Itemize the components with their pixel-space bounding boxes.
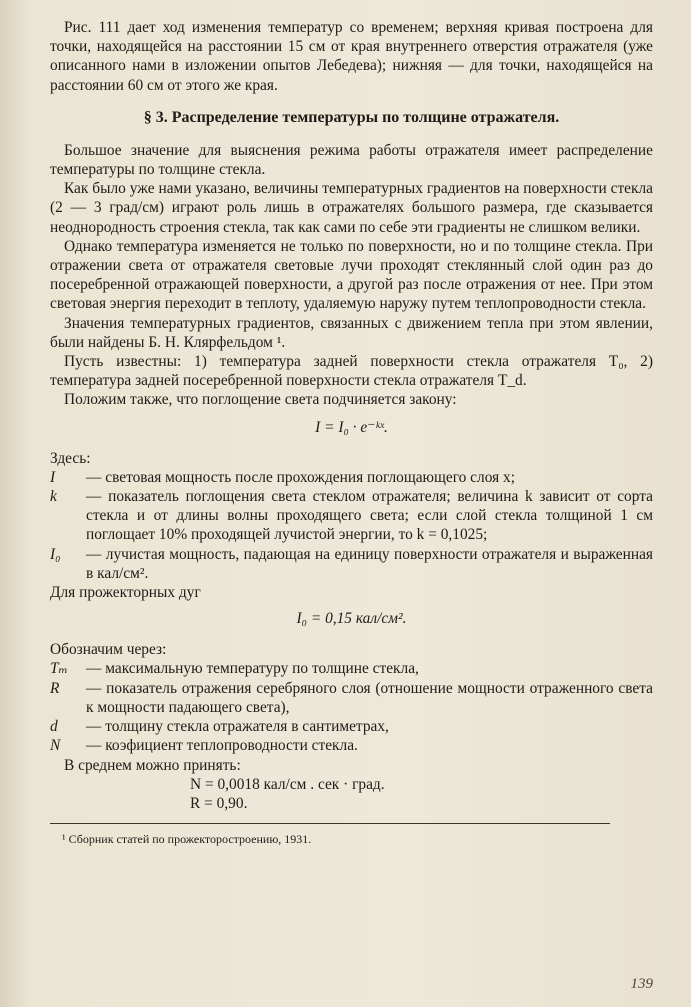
definition-text: — световая мощность после прохождения поглощающего слоя x; bbox=[86, 468, 515, 486]
denote-label: Обозначим через: bbox=[50, 641, 167, 659]
definition-text: — толщину стекла отражателя в сантиметрах, bbox=[86, 718, 389, 736]
here-label: Здесь: bbox=[50, 449, 91, 467]
definition-list-1 bbox=[50, 468, 653, 583]
definition-item bbox=[50, 468, 653, 487]
definition-symbol: k bbox=[50, 488, 57, 506]
constant-values bbox=[50, 775, 653, 813]
footnote-divider bbox=[50, 823, 610, 824]
body-paragraph: Однако температура изменяется не только по поверхности, но и по толщине стекла. При отражении света от отражателя световые лучи проходят стеклянный слой один раз до посеребренной отражающей поверхности, а другой раз после отражения от нее. При этом световая энергия переходит в теплоту, удаляемую наружу путем теплопроводности стекла. bbox=[50, 237, 653, 313]
definition-item bbox=[50, 717, 653, 736]
projector-formula: I₀ = 0,15 кал/см². bbox=[296, 610, 407, 628]
definition-symbol: R bbox=[50, 679, 60, 697]
definition-text: — максимальную температуру по толщине стекла, bbox=[86, 660, 419, 678]
body-paragraph: Пусть известны: 1) температура задней поверхности стекла отражателя T₀, 2) температура задней посеребренной поверхности стекла отражателя T_d. bbox=[50, 353, 653, 390]
body-paragraph: Как было уже нами указано, величины температурных градиентов на поверхности стекла (2 — 3 град/см) играют роль лишь в отражателях большого размера, где сказывается неоднородность строения стекла, так как сами по себе эти градиенты не слишком велики. bbox=[50, 180, 653, 236]
absorption-formula: I = I₀ · e⁻ᵏˣ. bbox=[315, 418, 388, 436]
definition-symbol: I₀ bbox=[50, 545, 61, 563]
definition-text: — коэфициент теплопроводности стекла. bbox=[86, 737, 358, 755]
footnote: ¹ Сборник статей по прожекторостроению, 1931. bbox=[62, 832, 312, 847]
constant-value: R = 0,90. bbox=[190, 794, 248, 812]
definition-text: — лучистая мощность, падающая на единицу поверхности отражателя и выраженная в кал/см². bbox=[86, 545, 653, 582]
constant-value: N = 0,0018 кал/см . сек · град. bbox=[190, 775, 385, 793]
definition-item bbox=[50, 679, 653, 717]
definition-item bbox=[50, 487, 653, 545]
section-title: § 3. Распределение температуры по толщине отражателя. bbox=[143, 108, 560, 126]
definition-symbol: d bbox=[50, 718, 58, 736]
page-number: 139 bbox=[630, 976, 653, 992]
intro-paragraph: Рис. 111 дает ход изменения температур со временем; верхняя кривая построена для точки, находящейся на расстоянии 15 см от края внутреннего отверстия отражателя (уже описанного нами в изложении опытов Лебедева); нижняя — для точки, находящейся на расстоянии 60 см от этого же края. bbox=[50, 19, 653, 94]
definition-item bbox=[50, 545, 653, 583]
definition-list-2 bbox=[50, 659, 653, 755]
body-paragraph: Положим также, что поглощение света подчиняется закону: bbox=[64, 391, 457, 409]
average-label: В среднем можно принять: bbox=[64, 756, 241, 774]
definition-symbol: N bbox=[50, 737, 61, 755]
projector-label: Для прожекторных дуг bbox=[50, 584, 201, 602]
definition-text: — показатель поглощения света стеклом отражателя; величина k зависит от сорта стекла и от длины волны проходящего света; если слой стекла толщиной 1 см поглощает 10% проходящей лучистой энергии, то k = 0,1025; bbox=[86, 488, 653, 544]
body-paragraph: Большое значение для выяснения режима работы отражателя имеет распределение температуры по толщине стекла. bbox=[50, 141, 653, 179]
definition-symbol: Tₘ bbox=[50, 660, 68, 678]
body-paragraph: Значения температурных градиентов, связанных с движением тепла при этом явлении, были найдены Б. Н. Клярфельдом ¹. bbox=[50, 314, 653, 351]
definition-item bbox=[50, 659, 653, 678]
definition-text: — показатель отражения серебряного слоя (отношение мощности отраженного света к мощности падающего света), bbox=[86, 679, 653, 716]
definition-item bbox=[50, 736, 653, 755]
definition-symbol: I bbox=[50, 468, 56, 486]
